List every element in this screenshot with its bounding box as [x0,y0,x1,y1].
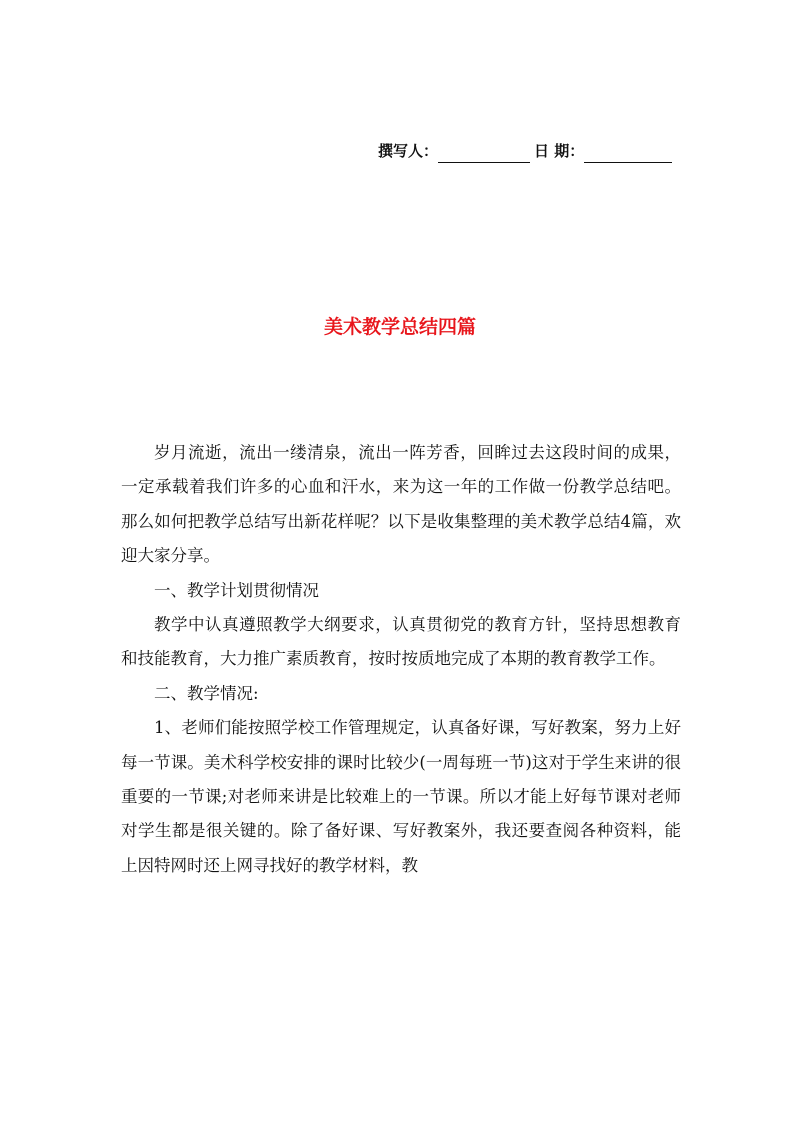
author-blank-field [438,145,530,163]
document-title: 美术教学总结四篇 [323,316,476,338]
author-label: 撰写人： [378,142,439,160]
teaching-paragraph: 1、老师们能按照学校工作管理规定，认真备好课，写好教案，努力上好每一节课。美术科学校安排的课时比较少(一周每班一节)这对于学生来讲的很重要的一节课;对老师来讲是比较难上的一节课。所以才能上好每节课对老师对学生都是很关键的。除了备好课、写好教案外，我还要查阅各种资料，能上因特网时还上网寻找好的教学材料，教 [121,718,681,875]
section-heading-teaching: 二、教学情况: [154,683,259,703]
date-blank-field [584,145,672,163]
section-heading-plan: 一、教学计划贯彻情况 [154,580,319,600]
document-body [121,436,681,883]
author-date-line [378,139,688,163]
date-label: 日 期： [534,142,585,160]
intro-paragraph: 岁月流逝，流出一缕清泉，流出一阵芳香，回眸过去这段时间的成果，一定承载着我们许多的心血和汗水，来为这一年的工作做一份教学总结吧。那么如何把教学总结写出新花样呢？以下是收集整理的美术教学总结4篇，欢迎大家分享。 [121,443,681,566]
plan-paragraph: 教学中认真遵照教学大纲要求，认真贯彻党的教育方针，坚持思想教育和技能教育，大力推广素质教育，按时按质地完成了本期的教育教学工作。 [121,615,681,669]
